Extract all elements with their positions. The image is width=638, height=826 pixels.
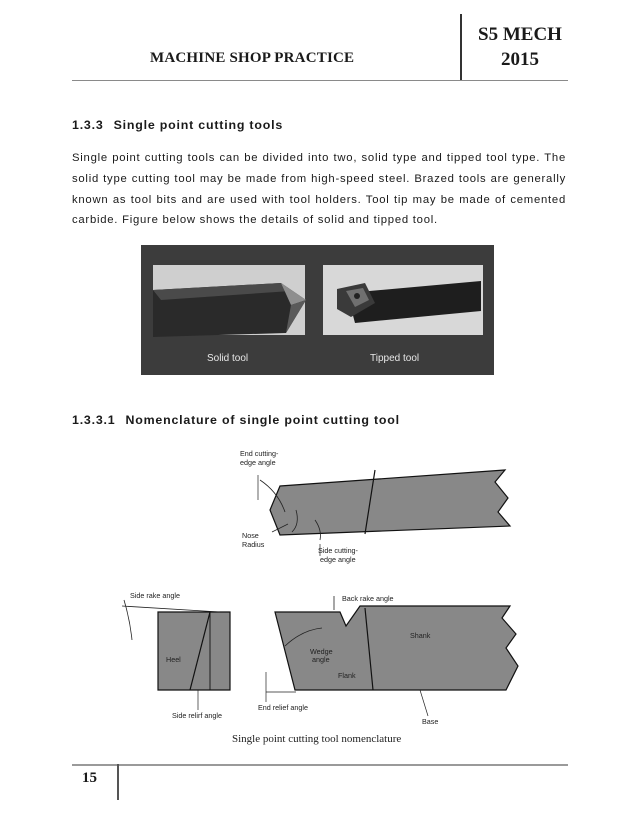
top-view-tool: [258, 470, 510, 556]
page-number: 15: [82, 770, 97, 786]
header-year: 2015: [501, 49, 539, 70]
tool-photo-panel: [141, 245, 494, 375]
header-divider-horizontal: [72, 80, 568, 81]
label-side-cutting-edge-2: edge angle: [320, 555, 356, 564]
label-end-cutting-edge-1: End cutting-: [240, 449, 279, 458]
label-shank: Shank: [410, 631, 431, 640]
header-course: S5 MECH: [478, 24, 562, 45]
footer-divider-vertical: [117, 764, 119, 800]
tipped-tool-photo: [323, 265, 483, 335]
label-back-rake-angle: Back rake angle: [342, 594, 394, 603]
section-number: 1.3.3: [72, 118, 104, 132]
side-view-tool: [266, 596, 518, 716]
label-heel: Heel: [166, 655, 181, 664]
label-side-cutting-edge-1: Side cutting-: [318, 546, 358, 555]
label-flank: Flank: [338, 671, 356, 680]
label-wedge-1: Wedge: [310, 647, 333, 656]
figure-caption: Single point cutting tool nomenclature: [232, 733, 402, 745]
label-side-relief-angle: Side relirf angle: [172, 711, 222, 720]
nomenclature-diagram: [110, 440, 530, 745]
subsection-heading: [72, 413, 400, 427]
footer-divider-horizontal: [72, 764, 568, 766]
label-nose-2: Radius: [242, 540, 265, 549]
section-heading: [72, 118, 283, 132]
header-course-block: [472, 22, 568, 72]
label-end-relief-angle: End relief angle: [258, 703, 308, 712]
label-wedge-2: angle: [312, 655, 330, 664]
subsection-number: 1.3.3.1: [72, 413, 116, 427]
label-nose-1: Nose: [242, 531, 259, 540]
label-base: Base: [422, 717, 439, 726]
section-paragraph: Single point cutting tools can be divided into two, solid type and tipped tool type. The solid type cutting tool may be made from high-speed steel. Brazed tools are generally known as tool bits and are used with tool holders. Tool tip may be made of cemented carbide. Figure below shows the details of solid and tipped tool.: [72, 152, 566, 227]
tool-photo-illustration: [141, 245, 494, 375]
section-title: Single point cutting tools: [113, 118, 284, 132]
nomenclature-drawing: [110, 440, 530, 745]
tipped-tool-caption: Tipped tool: [370, 353, 420, 364]
label-side-rake-angle: Side rake angle: [130, 591, 180, 600]
header-title: MACHINE SHOP PRACTICE: [150, 50, 355, 66]
solid-tool-caption: Solid tool: [207, 353, 249, 364]
header-divider-vertical: [460, 14, 462, 80]
subsection-title: Nomenclature of single point cutting tool: [125, 413, 400, 427]
label-end-cutting-edge-2: edge angle: [240, 458, 276, 467]
solid-tool-photo: [153, 265, 306, 337]
